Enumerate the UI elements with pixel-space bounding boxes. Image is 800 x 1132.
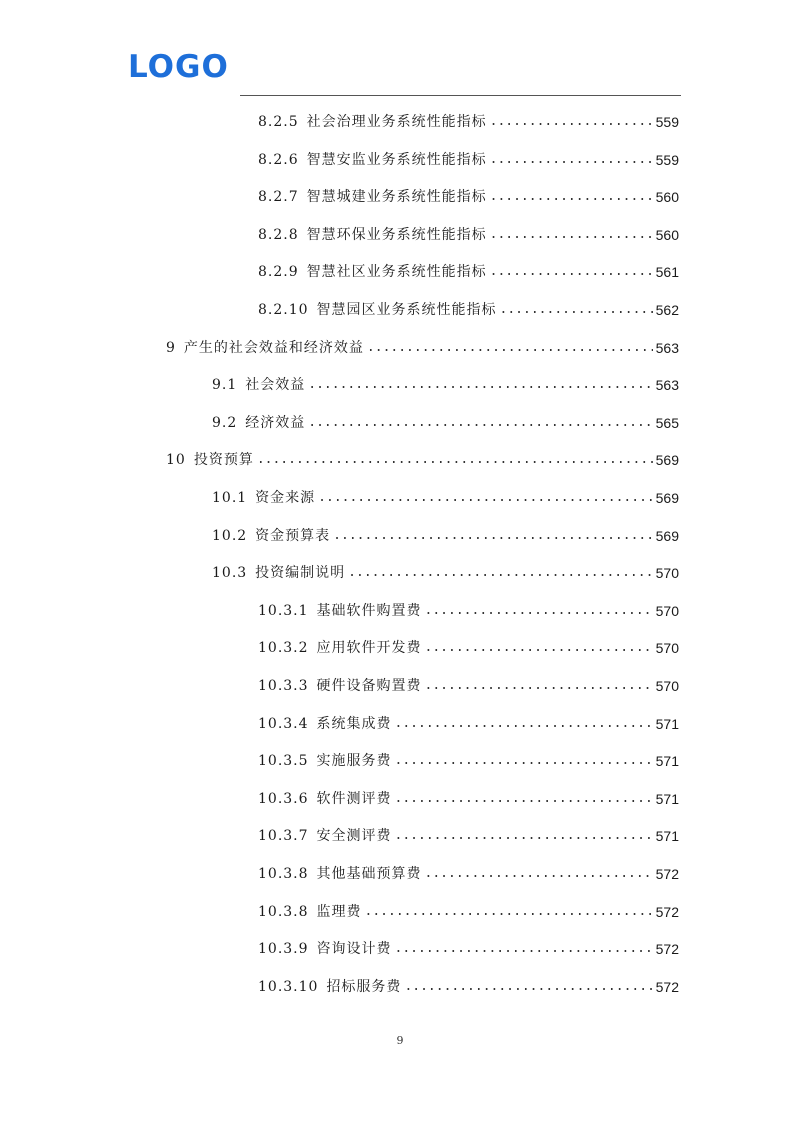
toc-dot-leader (308, 375, 652, 395)
toc-entry-title: 社会效益 (245, 377, 306, 393)
toc-entry-number: 8.2.9 (258, 264, 299, 280)
toc-entry-page: 570 (655, 603, 679, 619)
toc-entry[interactable] (258, 112, 679, 132)
toc-entry-page: 571 (655, 716, 679, 732)
toc-entry[interactable] (258, 300, 679, 320)
toc-entry-number: 8.2.10 (258, 302, 309, 318)
toc-entry-title: 应用软件开发费 (316, 640, 422, 656)
toc-entry-page: 572 (655, 904, 679, 920)
toc-dot-leader (395, 751, 653, 771)
toc-dot-leader (500, 300, 653, 320)
toc-entry-number: 8.2.7 (258, 189, 299, 205)
toc-entry-number: 10.1 (212, 490, 248, 506)
toc-entry-number: 10.3.6 (258, 791, 309, 807)
toc-entry-page: 559 (655, 114, 679, 130)
toc-entry-title: 投资预算 (193, 452, 254, 468)
toc-entry[interactable] (258, 638, 679, 658)
toc-entry[interactable] (258, 601, 679, 621)
toc-entry-number: 10.3.2 (258, 640, 309, 656)
toc-entry-page: 571 (655, 791, 679, 807)
toc-entry-page: 562 (655, 302, 679, 318)
toc-entry[interactable] (258, 714, 679, 734)
toc-dot-leader (395, 714, 653, 734)
toc-entry-number: 8.2.8 (258, 227, 299, 243)
toc-entry-title: 其他基础预算费 (316, 866, 422, 882)
toc-entry-title: 智慧园区业务系统性能指标 (316, 302, 497, 318)
toc-entry-page: 570 (655, 678, 679, 694)
toc-entry-title: 社会治理业务系统性能指标 (306, 114, 487, 130)
logo: LOGO (128, 49, 229, 85)
toc-entry-title: 产生的社会效益和经济效益 (183, 340, 364, 356)
toc-entry[interactable] (166, 450, 679, 470)
toc-entry[interactable] (212, 375, 679, 395)
toc-entry-page: 572 (655, 979, 679, 995)
toc-entry-page: 572 (655, 941, 679, 957)
toc-entry-number: 10.2 (212, 528, 248, 544)
toc-entry-page: 569 (655, 528, 679, 544)
toc-entry-title: 软件测评费 (316, 791, 392, 807)
toc-dot-leader (308, 413, 652, 433)
toc-entry-number: 9 (166, 340, 176, 356)
toc-dot-leader (490, 112, 653, 132)
toc-entry-title: 智慧环保业务系统性能指标 (306, 227, 487, 243)
toc-entry-page: 570 (655, 565, 679, 581)
toc-entry-title: 安全测评费 (316, 828, 392, 844)
toc-entry[interactable] (258, 225, 679, 245)
toc-entry-page: 569 (655, 490, 679, 506)
toc-entry-title: 资金预算表 (255, 528, 331, 544)
toc-entry-page: 561 (655, 264, 679, 280)
toc-entry-page: 572 (655, 866, 679, 882)
toc-entry[interactable] (258, 826, 679, 846)
toc-entry-title: 经济效益 (245, 415, 306, 431)
toc-dot-leader (318, 488, 652, 508)
toc-entry[interactable] (258, 864, 679, 884)
toc-dot-leader (348, 563, 652, 583)
toc-entry-title: 智慧社区业务系统性能指标 (306, 264, 487, 280)
toc-entry-number: 10.3.5 (258, 753, 309, 769)
toc-entry-title: 基础软件购置费 (316, 603, 422, 619)
toc-dot-leader (490, 225, 653, 245)
toc-entry[interactable] (166, 338, 679, 358)
toc-entry[interactable] (258, 262, 679, 282)
toc-entry-title: 实施服务费 (316, 753, 392, 769)
toc-dot-leader (425, 601, 653, 621)
toc-dot-leader (490, 150, 653, 170)
toc-entry[interactable] (258, 789, 679, 809)
toc-entry-page: 563 (655, 340, 679, 356)
toc-entry[interactable] (258, 977, 679, 997)
toc-entry[interactable] (212, 488, 679, 508)
toc-dot-leader (367, 338, 653, 358)
toc-entry-number: 8.2.6 (258, 152, 299, 168)
toc-entry-page: 560 (655, 227, 679, 243)
toc-dot-leader (490, 262, 653, 282)
toc-entry-number: 10.3.8 (258, 904, 309, 920)
page-number: 9 (396, 1034, 404, 1047)
toc-entry-title: 招标服务费 (326, 979, 402, 995)
toc-dot-leader (395, 789, 653, 809)
toc-entry[interactable] (258, 187, 679, 207)
toc-entry-number: 10.3.3 (258, 678, 309, 694)
toc-entry-number: 10 (166, 452, 186, 468)
toc-entry[interactable] (258, 676, 679, 696)
toc-entry-page: 563 (655, 377, 679, 393)
toc-entry[interactable] (212, 563, 679, 583)
toc-entry-number: 10.3 (212, 565, 248, 581)
toc-entry-page: 571 (655, 753, 679, 769)
toc-entry-number: 9.2 (212, 415, 238, 431)
toc-entry-number: 10.3.4 (258, 716, 309, 732)
toc-entry[interactable] (212, 526, 679, 546)
toc-entry-number: 10.3.10 (258, 979, 319, 995)
toc-entry[interactable] (258, 150, 679, 170)
toc-entry[interactable] (258, 939, 679, 959)
toc-dot-leader (365, 902, 653, 922)
toc-dot-leader (425, 638, 653, 658)
toc-entry-page: 559 (655, 152, 679, 168)
toc-entry-title: 监理费 (316, 904, 362, 920)
toc-entry-title: 硬件设备购置费 (316, 678, 422, 694)
toc-entry-number: 10.3.9 (258, 941, 309, 957)
toc-dot-leader (425, 864, 653, 884)
toc-dot-leader (395, 826, 653, 846)
toc-entry-page: 571 (655, 828, 679, 844)
toc-entry-number: 10.3.1 (258, 603, 309, 619)
toc-entry-number: 10.3.7 (258, 828, 309, 844)
toc-entry-number: 8.2.5 (258, 114, 299, 130)
toc-dot-leader (257, 450, 653, 470)
toc-dot-leader (490, 187, 653, 207)
toc-dot-leader (333, 526, 652, 546)
toc-entry[interactable] (258, 902, 679, 922)
toc-dot-leader (425, 676, 653, 696)
toc-entry-page: 565 (655, 415, 679, 431)
toc-entry[interactable] (258, 751, 679, 771)
toc-entry-page: 569 (655, 452, 679, 468)
toc-entry-page: 560 (655, 189, 679, 205)
toc-dot-leader (395, 939, 653, 959)
toc-entry-title: 智慧城建业务系统性能指标 (306, 189, 487, 205)
toc-entry-number: 9.1 (212, 377, 238, 393)
toc-entry-title: 智慧安监业务系统性能指标 (306, 152, 487, 168)
toc-dot-leader (404, 977, 652, 997)
toc-entry[interactable] (212, 413, 679, 433)
toc-entry-title: 投资编制说明 (255, 565, 346, 581)
toc-entry-number: 10.3.8 (258, 866, 309, 882)
toc-entry-page: 570 (655, 640, 679, 656)
toc-entry-title: 咨询设计费 (316, 941, 392, 957)
toc-entry-title: 系统集成费 (316, 716, 392, 732)
toc-entry-title: 资金来源 (255, 490, 316, 506)
